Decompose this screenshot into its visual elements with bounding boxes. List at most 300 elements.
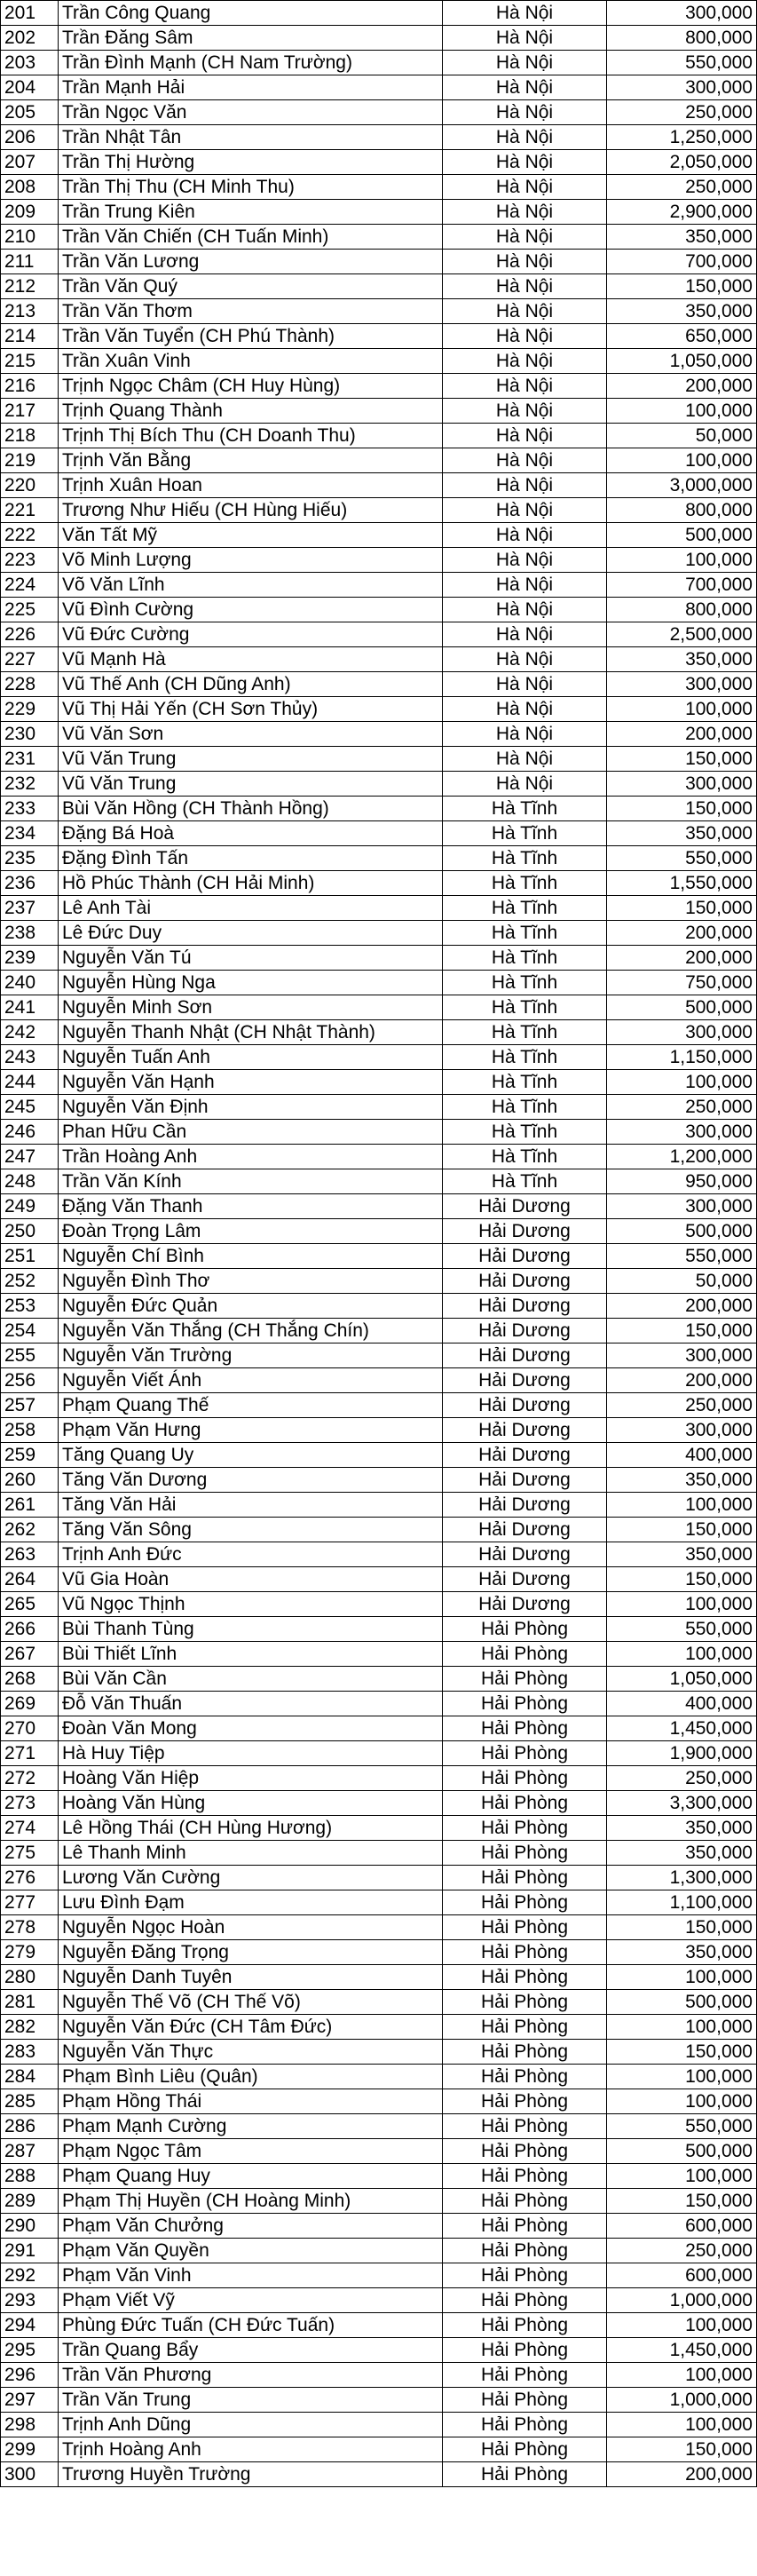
recipient-name-cell: Phạm Thị Huyền (CH Hoàng Minh) xyxy=(59,2189,443,2214)
province-cell: Hải Phòng xyxy=(443,1642,607,1667)
recipient-name-cell: Nguyễn Văn Đức (CH Tâm Đức) xyxy=(59,2015,443,2040)
recipient-name-cell: Vũ Đình Cường xyxy=(59,598,443,622)
province-cell: Hải Phòng xyxy=(443,2313,607,2338)
amount-cell: 100,000 xyxy=(607,2164,757,2189)
province-cell: Hà Nội xyxy=(443,573,607,598)
recipient-name-cell: Trần Văn Chiến (CH Tuấn Minh) xyxy=(59,225,443,250)
province-cell: Hải Phòng xyxy=(443,2263,607,2288)
table-row xyxy=(1,448,757,473)
recipient-name-cell: Trịnh Xuân Hoan xyxy=(59,473,443,498)
province-cell: Hải Phòng xyxy=(443,2015,607,2040)
amount-cell: 250,000 xyxy=(607,175,757,200)
amount-cell: 550,000 xyxy=(607,51,757,75)
recipient-name-cell: Lưu Đình Đạm xyxy=(59,1890,443,1915)
row-number-cell: 283 xyxy=(1,2040,59,2065)
table-row xyxy=(1,921,757,946)
table-row xyxy=(1,1493,757,1518)
row-number-cell: 296 xyxy=(1,2363,59,2388)
province-cell: Hải Phòng xyxy=(443,2338,607,2363)
table-row xyxy=(1,2015,757,2040)
province-cell: Hà Tĩnh xyxy=(443,846,607,871)
province-cell: Hà Tĩnh xyxy=(443,871,607,896)
amount-cell: 350,000 xyxy=(607,1841,757,1866)
row-number-cell: 211 xyxy=(1,250,59,274)
row-number-cell: 220 xyxy=(1,473,59,498)
row-number-cell: 298 xyxy=(1,2413,59,2437)
table-row xyxy=(1,1592,757,1617)
table-row xyxy=(1,1990,757,2015)
table-row xyxy=(1,1393,757,1418)
recipient-name-cell: Nguyễn Văn Thắng (CH Thắng Chín) xyxy=(59,1319,443,1343)
amount-cell: 550,000 xyxy=(607,1617,757,1642)
province-cell: Hải Phòng xyxy=(443,1741,607,1766)
province-cell: Hải Phòng xyxy=(443,1667,607,1692)
province-cell: Hải Phòng xyxy=(443,1866,607,1890)
row-number-cell: 248 xyxy=(1,1169,59,1194)
row-number-cell: 222 xyxy=(1,523,59,548)
province-cell: Hà Nội xyxy=(443,125,607,150)
row-number-cell: 249 xyxy=(1,1194,59,1219)
row-number-cell: 272 xyxy=(1,1766,59,1791)
recipient-name-cell: Trần Thị Thu (CH Minh Thu) xyxy=(59,175,443,200)
table-row xyxy=(1,697,757,722)
recipient-name-cell: Trịnh Anh Đức xyxy=(59,1542,443,1567)
row-number-cell: 216 xyxy=(1,374,59,399)
table-row xyxy=(1,175,757,200)
province-cell: Hà Tĩnh xyxy=(443,1045,607,1070)
table-row xyxy=(1,722,757,747)
table-row xyxy=(1,399,757,424)
amount-cell: 300,000 xyxy=(607,1418,757,1443)
table-row xyxy=(1,946,757,971)
table-row xyxy=(1,424,757,448)
table-row xyxy=(1,1617,757,1642)
row-number-cell: 225 xyxy=(1,598,59,622)
amount-cell: 100,000 xyxy=(607,2065,757,2089)
province-cell: Hải Phòng xyxy=(443,1791,607,1816)
amount-cell: 3,000,000 xyxy=(607,473,757,498)
table-row xyxy=(1,1692,757,1716)
amount-cell: 800,000 xyxy=(607,598,757,622)
row-number-cell: 231 xyxy=(1,747,59,772)
table-row xyxy=(1,622,757,647)
row-number-cell: 250 xyxy=(1,1219,59,1244)
table-row xyxy=(1,1816,757,1841)
amount-cell: 300,000 xyxy=(607,1120,757,1145)
recipient-name-cell: Phạm Quang Huy xyxy=(59,2164,443,2189)
province-cell: Hải Phòng xyxy=(443,1990,607,2015)
amount-cell: 100,000 xyxy=(607,1642,757,1667)
table-row xyxy=(1,672,757,697)
recipient-name-cell: Vũ Thế Anh (CH Dũng Anh) xyxy=(59,672,443,697)
row-number-cell: 244 xyxy=(1,1070,59,1095)
table-row xyxy=(1,1319,757,1343)
table-row xyxy=(1,2413,757,2437)
table-row xyxy=(1,2437,757,2462)
amount-cell: 50,000 xyxy=(607,1269,757,1294)
recipient-name-cell: Phạm Bình Liêu (Quân) xyxy=(59,2065,443,2089)
province-cell: Hải Phòng xyxy=(443,1766,607,1791)
row-number-cell: 289 xyxy=(1,2189,59,2214)
province-cell: Hà Nội xyxy=(443,200,607,225)
recipient-name-cell: Phan Hữu Cần xyxy=(59,1120,443,1145)
recipient-name-cell: Nguyễn Viết Ánh xyxy=(59,1368,443,1393)
table-row xyxy=(1,896,757,921)
recipient-name-cell: Bùi Thanh Tùng xyxy=(59,1617,443,1642)
province-cell: Hải Phòng xyxy=(443,1617,607,1642)
province-cell: Hà Tĩnh xyxy=(443,1145,607,1169)
province-cell: Hải Phòng xyxy=(443,2164,607,2189)
recipient-name-cell: Trịnh Hoàng Anh xyxy=(59,2437,443,2462)
row-number-cell: 238 xyxy=(1,921,59,946)
table-row xyxy=(1,797,757,821)
row-number-cell: 219 xyxy=(1,448,59,473)
province-cell: Hải Dương xyxy=(443,1269,607,1294)
recipient-name-cell: Nguyễn Chí Bình xyxy=(59,1244,443,1269)
recipient-name-cell: Trần Quang Bẩy xyxy=(59,2338,443,2363)
amount-cell: 100,000 xyxy=(607,2015,757,2040)
row-number-cell: 269 xyxy=(1,1692,59,1716)
recipient-name-cell: Đoàn Văn Mong xyxy=(59,1716,443,1741)
amount-cell: 350,000 xyxy=(607,1468,757,1493)
row-number-cell: 254 xyxy=(1,1319,59,1343)
recipient-name-cell: Đặng Văn Thanh xyxy=(59,1194,443,1219)
row-number-cell: 284 xyxy=(1,2065,59,2089)
province-cell: Hải Phòng xyxy=(443,1841,607,1866)
table-row xyxy=(1,1766,757,1791)
amount-cell: 700,000 xyxy=(607,250,757,274)
amount-cell: 500,000 xyxy=(607,1990,757,2015)
recipient-name-cell: Lê Hồng Thái (CH Hùng Hương) xyxy=(59,1816,443,1841)
table-row xyxy=(1,1145,757,1169)
amount-cell: 2,900,000 xyxy=(607,200,757,225)
province-cell: Hải Phòng xyxy=(443,2114,607,2139)
recipient-name-cell: Lê Thanh Minh xyxy=(59,1841,443,1866)
province-cell: Hải Phòng xyxy=(443,1692,607,1716)
amount-cell: 250,000 xyxy=(607,1766,757,1791)
row-number-cell: 247 xyxy=(1,1145,59,1169)
amount-cell: 1,450,000 xyxy=(607,2338,757,2363)
amount-cell: 300,000 xyxy=(607,672,757,697)
province-cell: Hà Tĩnh xyxy=(443,1120,607,1145)
table-row xyxy=(1,1567,757,1592)
recipient-name-cell: Đặng Bá Hoà xyxy=(59,821,443,846)
table-row xyxy=(1,772,757,797)
row-number-cell: 204 xyxy=(1,75,59,100)
row-number-cell: 227 xyxy=(1,647,59,672)
row-number-cell: 210 xyxy=(1,225,59,250)
amount-cell: 100,000 xyxy=(607,2413,757,2437)
recipient-name-cell: Võ Minh Lượng xyxy=(59,548,443,573)
table-row xyxy=(1,1095,757,1120)
row-number-cell: 230 xyxy=(1,722,59,747)
table-row xyxy=(1,2363,757,2388)
amount-cell: 350,000 xyxy=(607,1542,757,1567)
amount-cell: 150,000 xyxy=(607,1319,757,1343)
amount-cell: 150,000 xyxy=(607,747,757,772)
row-number-cell: 287 xyxy=(1,2139,59,2164)
province-cell: Hà Nội xyxy=(443,299,607,324)
table-row xyxy=(1,374,757,399)
recipient-name-cell: Nguyễn Hùng Nga xyxy=(59,971,443,995)
row-number-cell: 223 xyxy=(1,548,59,573)
table-row xyxy=(1,473,757,498)
province-cell: Hà Tĩnh xyxy=(443,1095,607,1120)
row-number-cell: 201 xyxy=(1,1,59,26)
row-number-cell: 245 xyxy=(1,1095,59,1120)
table-row xyxy=(1,225,757,250)
table-row xyxy=(1,1468,757,1493)
amount-cell: 400,000 xyxy=(607,1692,757,1716)
recipient-name-cell: Bùi Văn Cần xyxy=(59,1667,443,1692)
amount-cell: 200,000 xyxy=(607,2462,757,2487)
row-number-cell: 205 xyxy=(1,100,59,125)
amount-cell: 100,000 xyxy=(607,2089,757,2114)
row-number-cell: 262 xyxy=(1,1518,59,1542)
table-row xyxy=(1,274,757,299)
recipient-name-cell: Văn Tất Mỹ xyxy=(59,523,443,548)
row-number-cell: 278 xyxy=(1,1915,59,1940)
row-number-cell: 214 xyxy=(1,324,59,349)
table-row xyxy=(1,2040,757,2065)
amount-cell: 1,550,000 xyxy=(607,871,757,896)
row-number-cell: 261 xyxy=(1,1493,59,1518)
table-row xyxy=(1,647,757,672)
province-cell: Hà Nội xyxy=(443,225,607,250)
table-row xyxy=(1,1120,757,1145)
amount-cell: 2,050,000 xyxy=(607,150,757,175)
table-row xyxy=(1,1194,757,1219)
recipient-name-cell: Nguyễn Văn Thực xyxy=(59,2040,443,2065)
row-number-cell: 271 xyxy=(1,1741,59,1766)
recipient-name-cell: Trần Nhật Tân xyxy=(59,125,443,150)
table-row xyxy=(1,250,757,274)
province-cell: Hải Phòng xyxy=(443,2040,607,2065)
recipient-name-cell: Bùi Thiết Lĩnh xyxy=(59,1642,443,1667)
row-number-cell: 236 xyxy=(1,871,59,896)
recipient-name-cell: Vũ Mạnh Hà xyxy=(59,647,443,672)
recipient-name-cell: Nguyễn Văn Định xyxy=(59,1095,443,1120)
amount-cell: 1,050,000 xyxy=(607,349,757,374)
row-number-cell: 288 xyxy=(1,2164,59,2189)
row-number-cell: 270 xyxy=(1,1716,59,1741)
row-number-cell: 282 xyxy=(1,2015,59,2040)
row-number-cell: 280 xyxy=(1,1965,59,1990)
amount-cell: 500,000 xyxy=(607,1219,757,1244)
province-cell: Hải Dương xyxy=(443,1542,607,1567)
table-row xyxy=(1,2065,757,2089)
row-number-cell: 215 xyxy=(1,349,59,374)
amount-cell: 1,000,000 xyxy=(607,2288,757,2313)
table-row xyxy=(1,324,757,349)
table-row xyxy=(1,2214,757,2239)
recipient-name-cell: Nguyễn Thế Võ (CH Thế Võ) xyxy=(59,1990,443,2015)
recipient-name-cell: Tăng Văn Dương xyxy=(59,1468,443,1493)
province-cell: Hà Nội xyxy=(443,647,607,672)
row-number-cell: 229 xyxy=(1,697,59,722)
amount-cell: 550,000 xyxy=(607,846,757,871)
table-row xyxy=(1,1269,757,1294)
province-cell: Hải Phòng xyxy=(443,1965,607,1990)
amount-cell: 700,000 xyxy=(607,573,757,598)
table-row xyxy=(1,26,757,51)
amount-cell: 350,000 xyxy=(607,299,757,324)
amount-cell: 150,000 xyxy=(607,1567,757,1592)
table-row xyxy=(1,1890,757,1915)
amount-cell: 1,100,000 xyxy=(607,1890,757,1915)
recipient-name-cell: Nguyễn Thanh Nhật (CH Nhật Thành) xyxy=(59,1020,443,1045)
table-row xyxy=(1,573,757,598)
recipient-name-cell: Trần Thị Hường xyxy=(59,150,443,175)
table-row xyxy=(1,1219,757,1244)
table-row xyxy=(1,1791,757,1816)
row-number-cell: 259 xyxy=(1,1443,59,1468)
province-cell: Hải Dương xyxy=(443,1493,607,1518)
recipient-name-cell: Vũ Văn Trung xyxy=(59,772,443,797)
amount-cell: 150,000 xyxy=(607,2437,757,2462)
table-row xyxy=(1,523,757,548)
recipient-name-cell: Phạm Quang Thế xyxy=(59,1393,443,1418)
amount-cell: 150,000 xyxy=(607,2040,757,2065)
table-row xyxy=(1,871,757,896)
row-number-cell: 300 xyxy=(1,2462,59,2487)
province-cell: Hà Tĩnh xyxy=(443,1169,607,1194)
amount-cell: 300,000 xyxy=(607,1194,757,1219)
amount-cell: 250,000 xyxy=(607,100,757,125)
amount-cell: 150,000 xyxy=(607,274,757,299)
amount-cell: 200,000 xyxy=(607,374,757,399)
table-row xyxy=(1,498,757,523)
amount-cell: 1,250,000 xyxy=(607,125,757,150)
recipient-name-cell: Trần Đăng Sâm xyxy=(59,26,443,51)
row-number-cell: 256 xyxy=(1,1368,59,1393)
province-cell: Hà Nội xyxy=(443,747,607,772)
province-cell: Hà Nội xyxy=(443,324,607,349)
table-row xyxy=(1,2462,757,2487)
table-row xyxy=(1,548,757,573)
recipient-name-cell: Phạm Viết Vỹ xyxy=(59,2288,443,2313)
recipient-name-cell: Phạm Mạnh Cường xyxy=(59,2114,443,2139)
province-cell: Hà Nội xyxy=(443,772,607,797)
table-row xyxy=(1,1020,757,1045)
row-number-cell: 221 xyxy=(1,498,59,523)
table-row xyxy=(1,1,757,26)
province-cell: Hà Tĩnh xyxy=(443,896,607,921)
province-cell: Hải Phòng xyxy=(443,2462,607,2487)
province-cell: Hải Phòng xyxy=(443,2363,607,2388)
recipient-name-cell: Hoàng Văn Hiệp xyxy=(59,1766,443,1791)
recipient-name-cell: Phạm Văn Hưng xyxy=(59,1418,443,1443)
amount-cell: 3,300,000 xyxy=(607,1791,757,1816)
amount-cell: 250,000 xyxy=(607,1095,757,1120)
table-row xyxy=(1,1915,757,1940)
table-row xyxy=(1,100,757,125)
recipient-table-body xyxy=(1,1,757,2487)
province-cell: Hải Phòng xyxy=(443,2413,607,2437)
province-cell: Hà Nội xyxy=(443,399,607,424)
table-row xyxy=(1,2388,757,2413)
province-cell: Hải Dương xyxy=(443,1219,607,1244)
amount-cell: 2,500,000 xyxy=(607,622,757,647)
amount-cell: 550,000 xyxy=(607,2114,757,2139)
amount-cell: 800,000 xyxy=(607,498,757,523)
row-number-cell: 267 xyxy=(1,1642,59,1667)
recipient-name-cell: Tăng Văn Sông xyxy=(59,1518,443,1542)
amount-cell: 300,000 xyxy=(607,1343,757,1368)
amount-cell: 950,000 xyxy=(607,1169,757,1194)
province-cell: Hà Nội xyxy=(443,672,607,697)
table-row xyxy=(1,2139,757,2164)
table-row xyxy=(1,1070,757,1095)
recipient-name-cell: Lê Đức Duy xyxy=(59,921,443,946)
recipient-name-cell: Trịnh Ngọc Châm (CH Huy Hùng) xyxy=(59,374,443,399)
amount-cell: 150,000 xyxy=(607,896,757,921)
province-cell: Hà Nội xyxy=(443,274,607,299)
row-number-cell: 275 xyxy=(1,1841,59,1866)
row-number-cell: 212 xyxy=(1,274,59,299)
recipient-name-cell: Hà Huy Tiệp xyxy=(59,1741,443,1766)
amount-cell: 1,900,000 xyxy=(607,1741,757,1766)
table-row xyxy=(1,1368,757,1393)
amount-cell: 100,000 xyxy=(607,1493,757,1518)
row-number-cell: 257 xyxy=(1,1393,59,1418)
amount-cell: 50,000 xyxy=(607,424,757,448)
province-cell: Hà Nội xyxy=(443,1,607,26)
table-row xyxy=(1,2089,757,2114)
recipient-name-cell: Trịnh Anh Dũng xyxy=(59,2413,443,2437)
recipient-name-cell: Phạm Văn Vinh xyxy=(59,2263,443,2288)
table-row xyxy=(1,747,757,772)
row-number-cell: 240 xyxy=(1,971,59,995)
amount-cell: 1,050,000 xyxy=(607,1667,757,1692)
province-cell: Hải Phòng xyxy=(443,2089,607,2114)
province-cell: Hà Nội xyxy=(443,697,607,722)
province-cell: Hải Phòng xyxy=(443,2288,607,2313)
recipient-name-cell: Trịnh Quang Thành xyxy=(59,399,443,424)
province-cell: Hà Nội xyxy=(443,473,607,498)
recipient-name-cell: Nguyễn Ngọc Hoàn xyxy=(59,1915,443,1940)
amount-cell: 1,000,000 xyxy=(607,2388,757,2413)
province-cell: Hải Dương xyxy=(443,1518,607,1542)
row-number-cell: 251 xyxy=(1,1244,59,1269)
province-cell: Hải Dương xyxy=(443,1319,607,1343)
recipient-name-cell: Trần Trung Kiên xyxy=(59,200,443,225)
table-row xyxy=(1,995,757,1020)
province-cell: Hà Nội xyxy=(443,622,607,647)
amount-cell: 100,000 xyxy=(607,2363,757,2388)
province-cell: Hải Dương xyxy=(443,1343,607,1368)
province-cell: Hải Dương xyxy=(443,1443,607,1468)
province-cell: Hà Tĩnh xyxy=(443,821,607,846)
province-cell: Hải Phòng xyxy=(443,1890,607,1915)
amount-cell: 100,000 xyxy=(607,2313,757,2338)
recipient-name-cell: Đặng Đình Tấn xyxy=(59,846,443,871)
table-row xyxy=(1,2313,757,2338)
recipient-name-cell: Lê Anh Tài xyxy=(59,896,443,921)
table-row xyxy=(1,2338,757,2363)
table-row xyxy=(1,1518,757,1542)
amount-cell: 250,000 xyxy=(607,1393,757,1418)
province-cell: Hải Dương xyxy=(443,1294,607,1319)
recipient-name-cell: Trần Văn Tuyển (CH Phú Thành) xyxy=(59,324,443,349)
row-number-cell: 207 xyxy=(1,150,59,175)
recipient-name-cell: Trần Hoàng Anh xyxy=(59,1145,443,1169)
amount-cell: 300,000 xyxy=(607,1020,757,1045)
province-cell: Hà Nội xyxy=(443,349,607,374)
province-cell: Hà Tĩnh xyxy=(443,971,607,995)
table-row xyxy=(1,150,757,175)
recipient-name-cell: Phạm Hồng Thái xyxy=(59,2089,443,2114)
